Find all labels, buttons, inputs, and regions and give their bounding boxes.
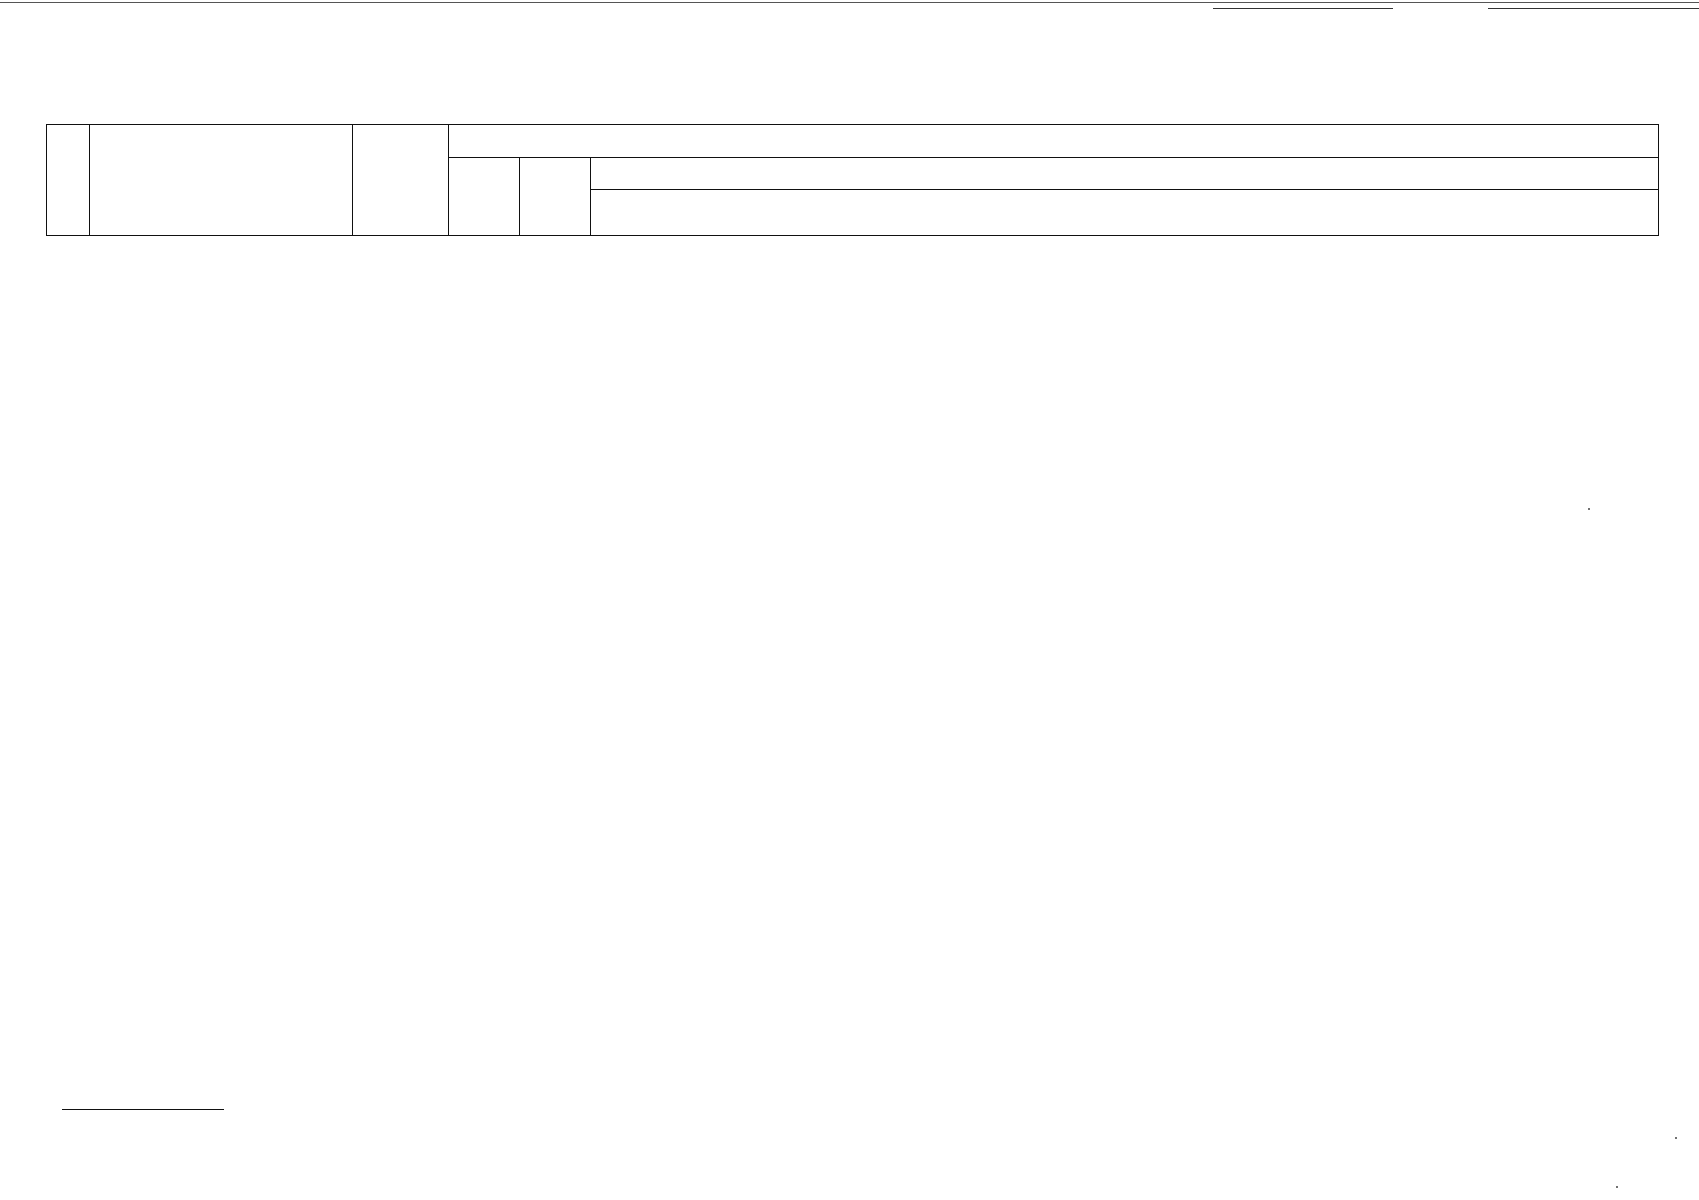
page-top-border [0, 2, 1699, 3]
footnote-separator [62, 1109, 224, 1110]
header-frame [46, 124, 1659, 236]
header-rule [1213, 8, 1393, 9]
header-rule [1488, 8, 1699, 9]
